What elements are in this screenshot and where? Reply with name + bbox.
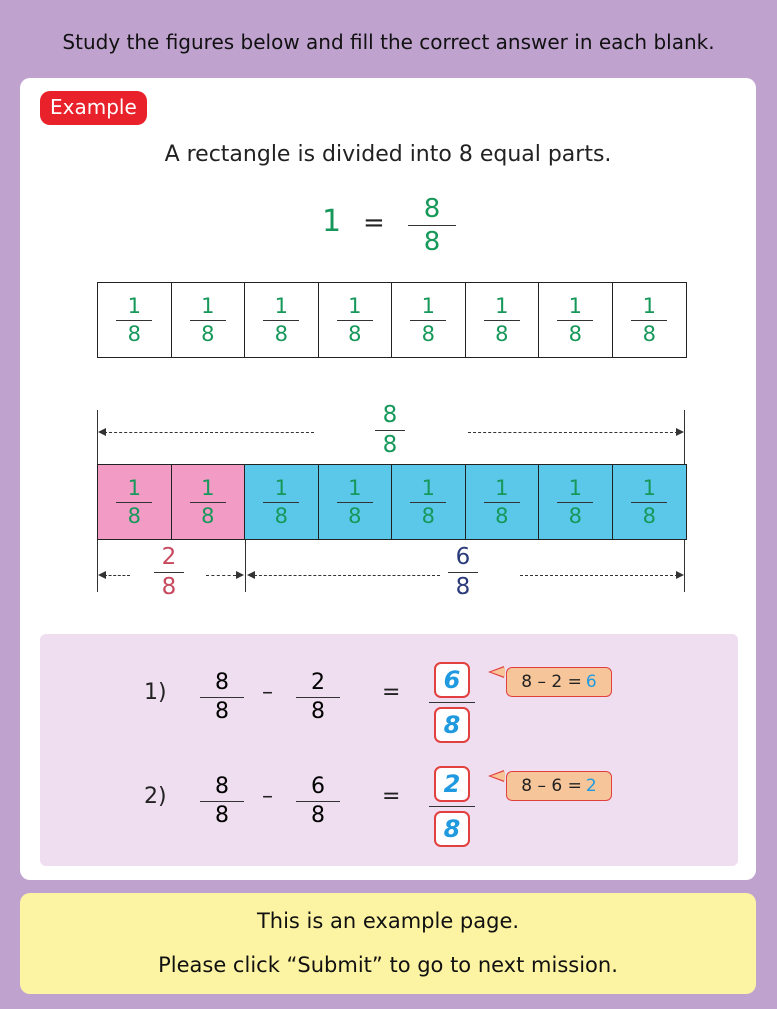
hint-bubble (506, 667, 612, 697)
exercise-fraction-a: 8 8 (200, 672, 244, 723)
dashed-line (254, 575, 440, 576)
fraction-denominator: 8 (423, 227, 441, 257)
exercise-label: 2) (144, 784, 167, 809)
strip-cell-blue: $\frac{1}{8}$ (613, 465, 687, 539)
dashed-line (104, 575, 130, 576)
footer-line-2: Please click “Submit” to go to next mission. (158, 953, 618, 977)
strip-cell: $\frac{1}{8}$ (466, 283, 540, 357)
strip-cell-pink: $\frac{1}{8}$ (98, 465, 172, 539)
strip-cell: $\frac{1}{8}$ (172, 283, 246, 357)
strip-cell-blue: $\frac{1}{8}$ (245, 465, 319, 539)
answer-fraction-bar (429, 806, 475, 807)
strip-cell: $\frac{1}{8}$ (613, 283, 687, 357)
equals-sign: = (382, 784, 401, 809)
strip-cell-blue: $\frac{1}{8}$ (319, 465, 393, 539)
hint-pointer-fill (491, 667, 505, 677)
whole-bracket-fraction: 8 8 (375, 404, 405, 457)
white-fraction-strip (97, 282, 687, 358)
answer-denominator-box[interactable]: 8 (434, 811, 470, 847)
part-b-bracket-fraction: 6 8 (448, 546, 478, 599)
whole-one: 1 (322, 204, 342, 239)
bracket-tick (684, 540, 685, 592)
dashed-line (520, 575, 678, 576)
bracket-tick (245, 540, 246, 592)
dashed-line (206, 575, 236, 576)
exercise-fraction-a: 8 8 (200, 776, 244, 827)
answer-numerator-box[interactable]: 6 (434, 662, 470, 698)
answer-denominator-box[interactable]: 8 (434, 707, 470, 743)
strip-cell-blue: $\frac{1}{8}$ (539, 465, 613, 539)
answer-numerator-box[interactable]: 2 (434, 766, 470, 802)
example-badge: Example (40, 91, 147, 125)
description-text: A rectangle is divided into 8 equal parts. (164, 142, 612, 167)
minus-sign: – (262, 784, 273, 809)
arrow-right-icon (676, 428, 684, 436)
whole-equation (20, 196, 756, 256)
whole-fraction (408, 196, 456, 255)
strip-cell: $\frac{1}{8}$ (539, 283, 613, 357)
hint-bubble (506, 771, 612, 801)
colored-fraction-strip (97, 464, 687, 540)
strip-cell-blue: $\frac{1}{8}$ (466, 465, 540, 539)
exercise-panel (40, 634, 738, 866)
hint-result: 2 (585, 776, 597, 796)
hint-expression: 8 – 2 = (521, 672, 582, 692)
hint-result: 6 (585, 672, 597, 692)
example-card (20, 78, 756, 880)
minus-sign: – (262, 680, 273, 705)
bracket-tick (97, 540, 98, 592)
instruction-text: Study the figures below and fill the correct answer in each blank. (62, 30, 715, 54)
strip-cell: $\frac{1}{8}$ (98, 283, 172, 357)
fraction-numerator: 8 (423, 194, 441, 224)
answer-fraction-bar (429, 702, 475, 703)
arrow-right-icon (236, 571, 244, 579)
hint-expression: 8 – 6 = (521, 776, 582, 796)
equals-sign: = (382, 680, 401, 705)
strip-cell-pink: $\frac{1}{8}$ (172, 465, 246, 539)
footer-notice (20, 893, 756, 994)
exercise-fraction-b: 6 8 (296, 776, 340, 827)
bracket-tick (684, 410, 685, 464)
exercise-label: 1) (144, 680, 167, 705)
dashed-line (104, 432, 314, 433)
fraction-bar (408, 225, 456, 226)
strip-cell: $\frac{1}{8}$ (319, 283, 393, 357)
arrow-right-icon (676, 571, 684, 579)
strip-cell: $\frac{1}{8}$ (392, 283, 466, 357)
strip-cell-blue: $\frac{1}{8}$ (392, 465, 466, 539)
equals-sign: = (363, 208, 385, 238)
strip-cell: $\frac{1}{8}$ (245, 283, 319, 357)
footer-line-1: This is an example page. (256, 909, 520, 933)
dashed-line (468, 432, 678, 433)
hint-pointer-fill (491, 771, 505, 781)
bracket-tick (97, 410, 98, 464)
part-a-bracket-fraction: 2 8 (154, 546, 184, 599)
exercise-fraction-b: 2 8 (296, 672, 340, 723)
